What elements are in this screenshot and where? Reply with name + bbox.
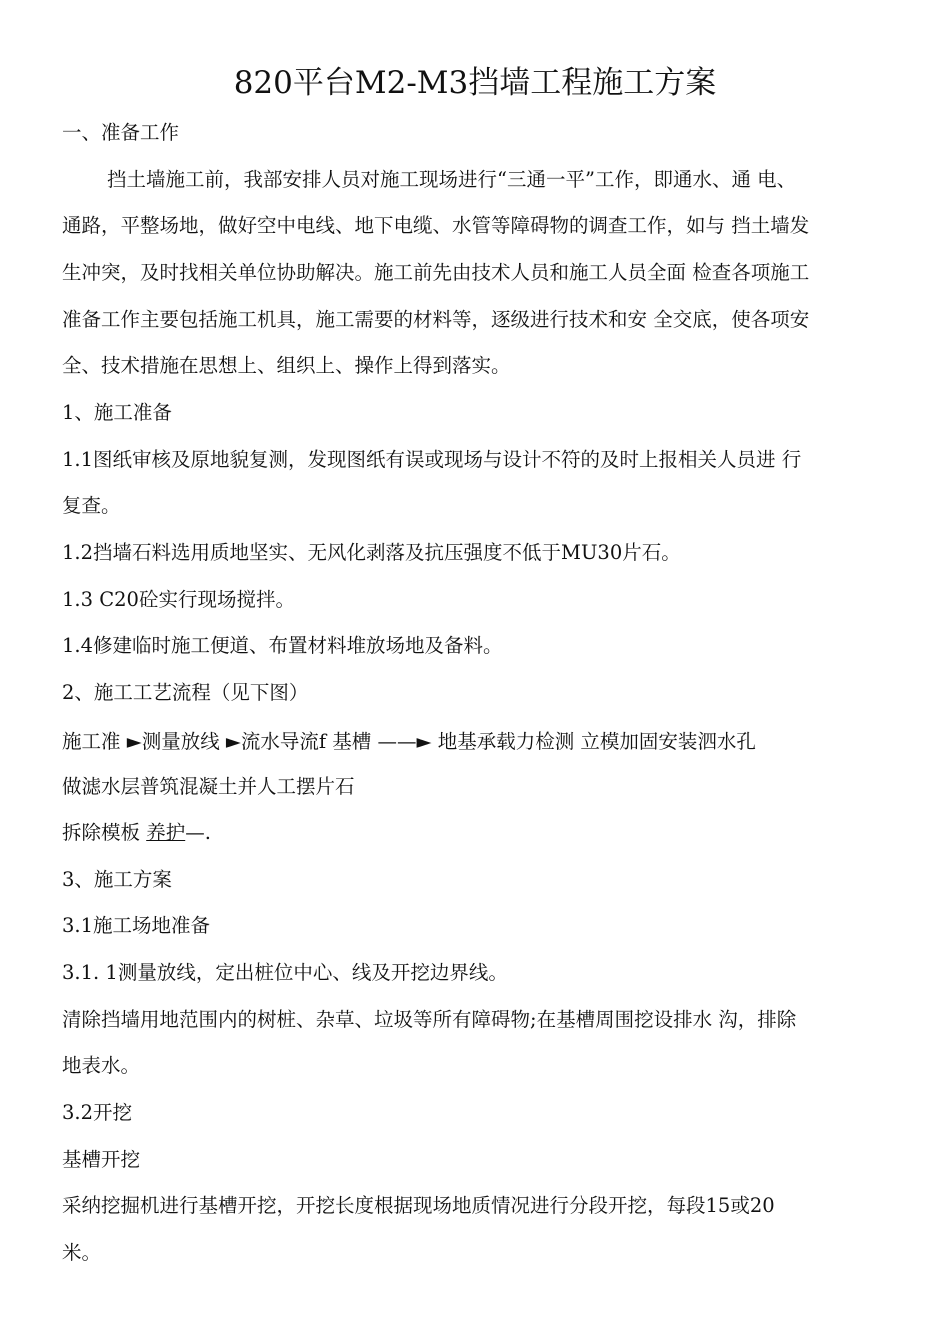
paragraph-line: 生冲突，及时找相关单位协助解决。施工前先由技术人员和施工人员全面 检查各项施工 <box>62 261 810 284</box>
paragraph-line: 采纳挖掘机进行基槽开挖，开挖长度根据现场地质情况进行分段开挖，每段15或20 <box>62 1194 775 1217</box>
paragraph-line: 基槽开挖 <box>62 1148 141 1171</box>
paragraph-line: 挡土墙施工前，我部安排人员对施工现场进行“三通一平”工作，即通水、通 电、 <box>107 168 797 191</box>
paragraph-line: 通路，平整场地，做好空中电线、地下电缆、水管等障碍物的调查工作，如与 挡土墙发 <box>62 214 810 237</box>
flow-end-prefix: 拆除模板 <box>62 821 147 844</box>
flow-line-end <box>62 818 211 848</box>
paragraph-line: 米。 <box>62 1241 102 1264</box>
subheading-excavation: 3.2开挖 <box>62 1101 133 1124</box>
heading-process-flow: 2、施工工艺流程（见下图） <box>62 681 309 704</box>
subheading-site-prep: 3.1施工场地准备 <box>62 914 211 937</box>
paragraph-line: 清除挡墙用地范围内的树桩、杂草、垃圾等所有障碍物;在基槽周围挖设排水 沟，排除 <box>62 1008 797 1031</box>
flow-line: 施工准 ►测量放线 ►流水导流f 基槽 ——► 地基承载力检测 立模加固安装泗水孔 <box>62 730 756 753</box>
paragraph-line: 3.1. 1测量放线，定出桩位中心、线及开挖边界线。 <box>62 961 508 984</box>
paragraph-line: 复查。 <box>62 494 121 517</box>
heading-construction-plan: 3、施工方案 <box>62 868 172 891</box>
paragraph-line: 1.3 C20砼实行现场搅拌。 <box>62 588 295 611</box>
paragraph-line: 1.1图纸审核及原地貌复测，发现图纸有误或现场与设计不符的及时上报相关人员进 行 <box>62 448 802 471</box>
document-title: 820平台M2-M3挡墙工程施工方案 <box>233 65 717 101</box>
flow-end-underlined: 养护 <box>146 821 186 844</box>
paragraph-line: 1.2挡墙石料选用质地坚实、无风化剥落及抗压强度不低于MU30片石。 <box>62 541 681 564</box>
heading-construction-prep: 1、施工准备 <box>62 401 172 424</box>
paragraph-line: 全、技术措施在思想上、组织上、操作上得到落实。 <box>62 354 511 377</box>
paragraph-line: 1.4修建临时施工便道、布置材料堆放场地及备料。 <box>62 634 503 657</box>
paragraph-line: 地表水。 <box>62 1054 141 1077</box>
paragraph-line: 准备工作主要包括施工机具，施工需要的材料等，逐级进行技术和安 全交底，使各项安 <box>62 308 810 331</box>
flow-end-suffix: —. <box>185 821 211 844</box>
flow-line: 做滤水层普筑混凝土并人工摆片石 <box>62 775 355 798</box>
heading-preparation: 一、准备工作 <box>62 121 180 144</box>
